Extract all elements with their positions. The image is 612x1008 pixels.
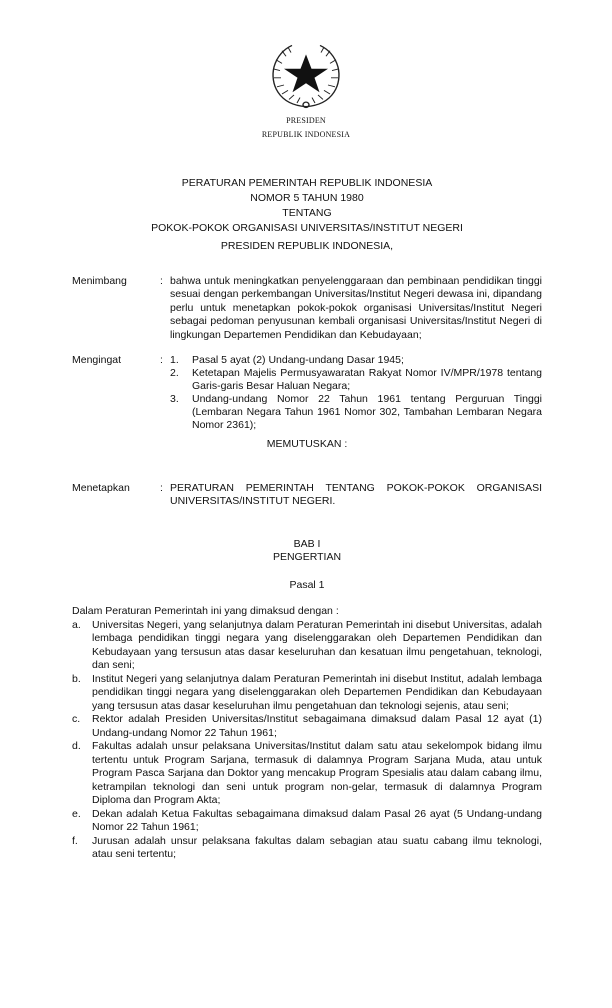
pasal-title: Pasal 1 (289, 578, 325, 591)
menimbang-colon: : (160, 274, 163, 287)
document-body (72, 176, 542, 862)
mengingat-label: Mengingat (72, 354, 122, 366)
menimbang-label: Menimbang (72, 274, 127, 287)
definition-item: c. Rektor adalah Presiden Universitas/Institut sebagaimana dimaksud dalam Pasal 12 ayat (1) Undang-undang Nomor 22 Tahun 1961; (72, 713, 542, 739)
menimbang-section (72, 275, 542, 343)
title-line: POKOK-POKOK ORGANISASI UNIVERSITAS/INSTITUT NEGERI (151, 222, 463, 234)
title-line: PERATURAN PEMERINTAH REPUBLIK INDONESIA (181, 177, 433, 189)
mengingat-section (72, 354, 542, 432)
mengingat-colon: : (160, 354, 163, 366)
definition-item: e. Dekan adalah Ketua Fakultas sebagaimana dimaksud dalam Pasal 26 ayat (5 Undang-undang Nomor 22 Tahun 1961; (72, 807, 542, 833)
definition-item: a. Universitas Negeri, yang selanjutnya dalam Peraturan Pemerintah ini disebut Universitas, adalah lembaga pendidikan tinggi negara yang diselenggarakan oleh Departemen Pendidikan dan Kebudayaan yang tersusun atas dasar keseluruhan dan kesatuan ilmu pengetahuan, teknologi, dan seni; (72, 618, 542, 671)
title-line: TENTANG (282, 207, 332, 219)
pasal-intro: Dalam Peraturan Pemerintah ini yang dimaksud dengan : (72, 605, 339, 617)
mengingat-item: 3. Undang-undang Nomor 22 Tahun 1961 tentang Perguruan Tinggi (Lembaran Negara Tahun 1961 Nomor 302, Tambahan Lembaran Negara Nomor 2361); (170, 393, 542, 431)
menetapkan-colon: : (160, 481, 163, 494)
definition-item: f. Jurusan adalah unsur pelaksana fakultas dalam sebagian atau suatu cabang ilmu teknologi, atau seni tertentu; (72, 834, 542, 860)
definition-item: d. Fakultas adalah unsur pelaksana Universitas/Institut dalam satu atau sekelompok bidang ilmu tertentu untuk Program Sarjana, termasuk di dalamnya Program Sarjana Muda, atau untuk Program Pasca Sarjana dan Doktor yang mencakup Program Spesialis atau dalam cabang ilmu, ketrampilan teknologi dan seni untuk program non-gelar, termasuk di dalamnya Program Diploma dan Program Akta; (72, 740, 542, 806)
letterhead-president: PRESIDEN (286, 116, 326, 125)
menetapkan-label: Menetapkan (72, 481, 130, 494)
mengingat-item: 1. Pasal 5 ayat (2) Undang-undang Dasar 1945; (170, 354, 404, 366)
menetapkan-section (72, 482, 542, 509)
issuer: PRESIDEN REPUBLIK INDONESIA, (220, 240, 394, 252)
bab-title: PENGERTIAN (272, 551, 342, 563)
memutuskan-heading: MEMUTUSKAN : (266, 438, 348, 450)
mengingat-list (170, 354, 542, 432)
menimbang-text: bahwa untuk meningkatkan penyelenggaraan dan pembinaan pendidikan tinggi sesuai dengan perkembangan Universitas/Institut Negeri dewasa ini, dipandang perlu untuk menetapkan pokok-pokok organisasi Universitas/Institut Negeri sebagai pedoman penyusunan kembali organisasi Universitas/Institut Negeri di lingkungan Departemen Pendidikan dan Kebudayaan; (170, 274, 542, 341)
star-icon (284, 54, 328, 92)
bab-number: BAB I (293, 537, 321, 550)
menetapkan-text: PERATURAN PEMERINTAH TENTANG POKOK-POKOK ORGANISASI UNIVERSITAS/INSTITUT NEGERI. (170, 481, 542, 507)
garuda-emblem-logo (268, 40, 344, 112)
letterhead-republic: REPUBLIK INDONESIA (261, 130, 351, 139)
title-line: NOMOR 5 TAHUN 1980 (250, 192, 364, 204)
pasal-1-body (72, 605, 542, 862)
definition-item: b. Institut Negeri yang selanjutnya dalam Peraturan Pemerintah ini disebut Institut, adalah lembaga pendidikan tinggi negara yang diselenggarakan oleh Departemen Pendidikan dan Kebudayaan yang tersusun atas dasar keseluruhan ilmu pengetahuan dan teknologi sejenis, atau seni; (72, 672, 542, 712)
document-title (72, 176, 542, 236)
mengingat-item: 2. Ketetapan Majelis Permusyawaratan Rakyat Nomor IV/MPR/1978 tentang Garis-garis Besar Haluan Negara; (170, 367, 542, 392)
